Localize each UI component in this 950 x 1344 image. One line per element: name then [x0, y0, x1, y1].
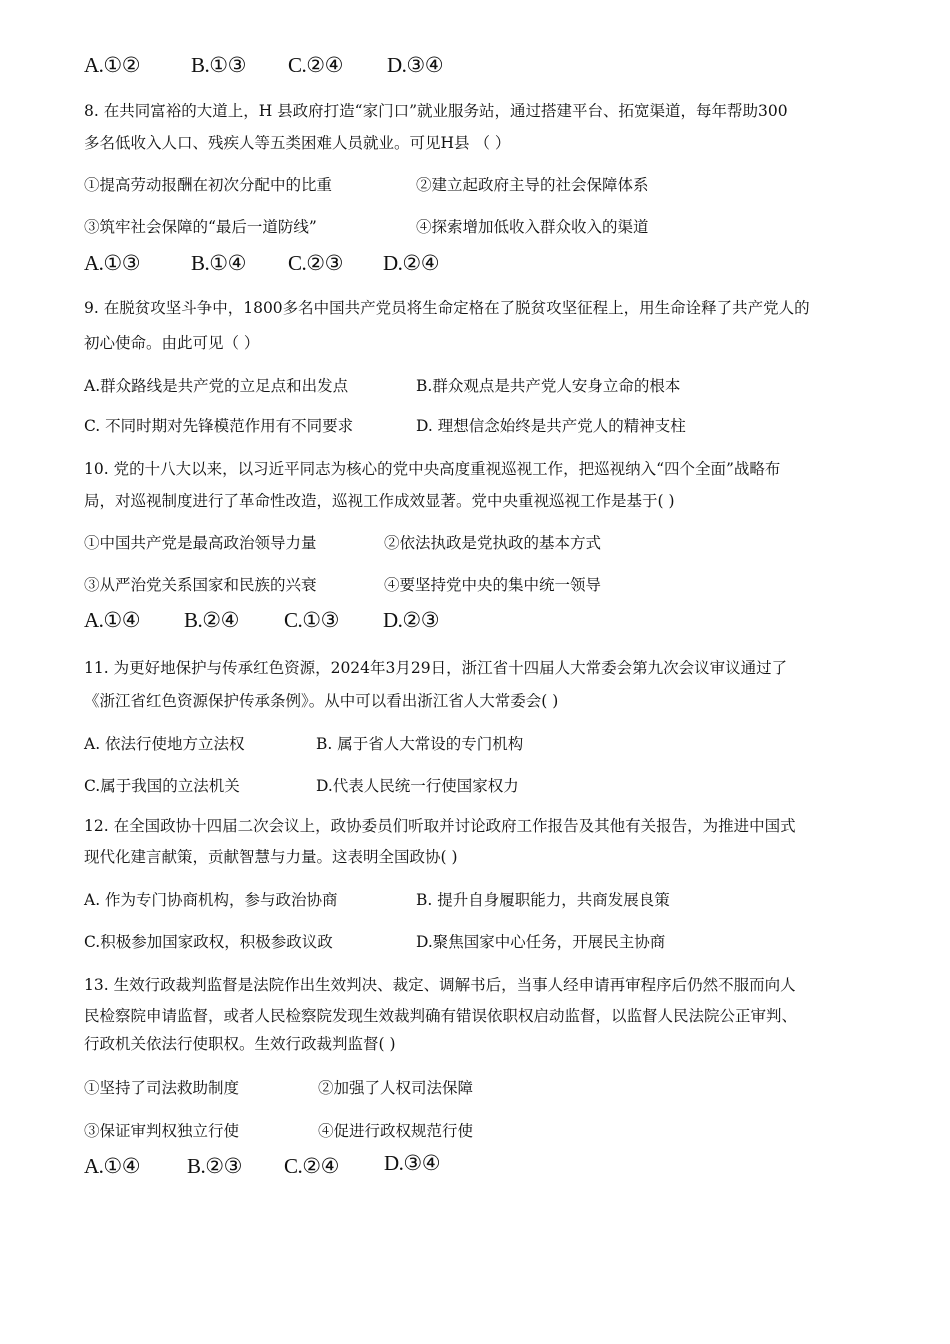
q13-stem-line-3: 行政机关依法行使职权。生效行政裁判监督( ) — [84, 1035, 396, 1053]
q10-item-2: ②依法执政是党执政的基本方式 — [384, 534, 602, 552]
q11-option-c: C.属于我国的立法机关 — [84, 777, 240, 795]
q10-stem-line-1: 10. 党的十八大以来，以习近平同志为核心的党中央高度重视巡视工作，把巡视纳入“四个全面”战略布 — [84, 460, 781, 478]
q13-item-3: ③保证审判权独立行使 — [84, 1122, 240, 1140]
q12-option-b: B. 提升自身履职能力，共商发展良策 — [416, 891, 670, 909]
q8-stem-line-1: 8. 在共同富裕的大道上，H 县政府打造“家门口”就业服务站，通过搭建平台、拓宽渠道，每年帮助300 — [84, 102, 788, 120]
q9-option-c: C. 不同时期对先锋模范作用有不同要求 — [84, 417, 354, 435]
q10-item-3: ③从严治党关系国家和民族的兴衰 — [84, 576, 317, 594]
q11-option-a: A. 依法行使地方立法权 — [84, 735, 245, 753]
q11-option-d: D.代表人民统一行使国家权力 — [316, 777, 519, 795]
q7-answer-a: A.①② — [84, 53, 141, 77]
q13-item-4: ④促进行政权规范行使 — [318, 1122, 474, 1140]
q11-stem-line-1: 11. 为更好地保护与传承红色资源，2024年3月29日，浙江省十四届人大常委会第九次会议审议通过了 — [84, 659, 788, 677]
q13-answer-b: B.②③ — [187, 1154, 242, 1178]
q8-item-3: ③筑牢社会保障的“最后一道防线” — [84, 218, 317, 236]
q10-item-1: ①中国共产党是最高政治领导力量 — [84, 534, 317, 552]
q13-stem-line-2: 民检察院申请监督，或者人民检察院发现生效裁判确有错误依职权启动监督，以监督人民法院公正审判、 — [84, 1007, 798, 1025]
q13-answer-d: D.③④ — [384, 1151, 441, 1175]
q7-answer-d: D.③④ — [387, 53, 444, 77]
q13-answer-a: A.①④ — [84, 1154, 141, 1178]
q10-answer-c: C.①③ — [284, 608, 339, 632]
q13-stem-line-1: 13. 生效行政裁判监督是法院作出生效判决、裁定、调解书后，当事人经申请再审程序后仍然不服而向人 — [84, 976, 796, 994]
q10-item-4: ④要坚持党中央的集中统一领导 — [384, 576, 602, 594]
q9-option-d: D. 理想信念始终是共产党人的精神支柱 — [416, 417, 686, 435]
q12-option-c: C.积极参加国家政权，积极参政议政 — [84, 933, 333, 951]
q10-answer-d: D.②③ — [383, 608, 440, 632]
q10-answer-a: A.①④ — [84, 608, 141, 632]
q8-item-2: ②建立起政府主导的社会保障体系 — [416, 176, 649, 194]
q10-stem-line-2: 局，对巡视制度进行了革命性改造，巡视工作成效显著。党中央重视巡视工作是基于( ) — [84, 492, 675, 510]
q7-answer-c: C.②④ — [288, 53, 343, 77]
q8-item-4: ④探索增加低收入群众收入的渠道 — [416, 218, 649, 236]
q11-option-b: B. 属于省人大常设的专门机构 — [316, 735, 524, 753]
q13-answer-c: C.②④ — [284, 1154, 339, 1178]
q12-stem-line-2: 现代化建言献策，贡献智慧与力量。这表明全国政协( ) — [84, 848, 458, 866]
q8-item-1: ①提高劳动报酬在初次分配中的比重 — [84, 176, 333, 194]
q7-answer-b: B.①③ — [191, 53, 246, 77]
q9-stem-line-1: 9. 在脱贫攻坚斗争中，1800多名中国共产党员将生命定格在了脱贫攻坚征程上，用生命诠释了共产党人的 — [84, 299, 810, 317]
q8-answer-d: D.②④ — [383, 251, 440, 275]
q8-answer-b: B.①④ — [191, 251, 246, 275]
q12-option-d: D.聚焦国家中心任务，开展民主协商 — [416, 933, 666, 951]
q13-item-1: ①坚持了司法救助制度 — [84, 1079, 240, 1097]
q12-stem-line-1: 12. 在全国政协十四届二次会议上，政协委员们听取并讨论政府工作报告及其他有关报告，为推进中国式 — [84, 817, 796, 835]
q8-answer-c: C.②③ — [288, 251, 343, 275]
q13-item-2: ②加强了人权司法保障 — [318, 1079, 474, 1097]
q11-stem-line-2: 《浙江省红色资源保护传承条例》。从中可以看出浙江省人大常委会( ) — [84, 692, 559, 710]
q9-option-b: B.群众观点是共产党人安身立命的根本 — [416, 377, 681, 395]
q9-stem-line-2: 初心使命。由此可见（ ） — [84, 334, 260, 352]
q9-option-a: A.群众路线是共产党的立足点和出发点 — [84, 377, 349, 395]
q10-answer-b: B.②④ — [184, 608, 239, 632]
q8-stem-line-2: 多名低收入人口、残疾人等五类困难人员就业。可见H县 （ ） — [84, 134, 511, 152]
q8-answer-a: A.①③ — [84, 251, 141, 275]
q12-option-a: A. 作为专门协商机构，参与政治协商 — [84, 891, 338, 909]
